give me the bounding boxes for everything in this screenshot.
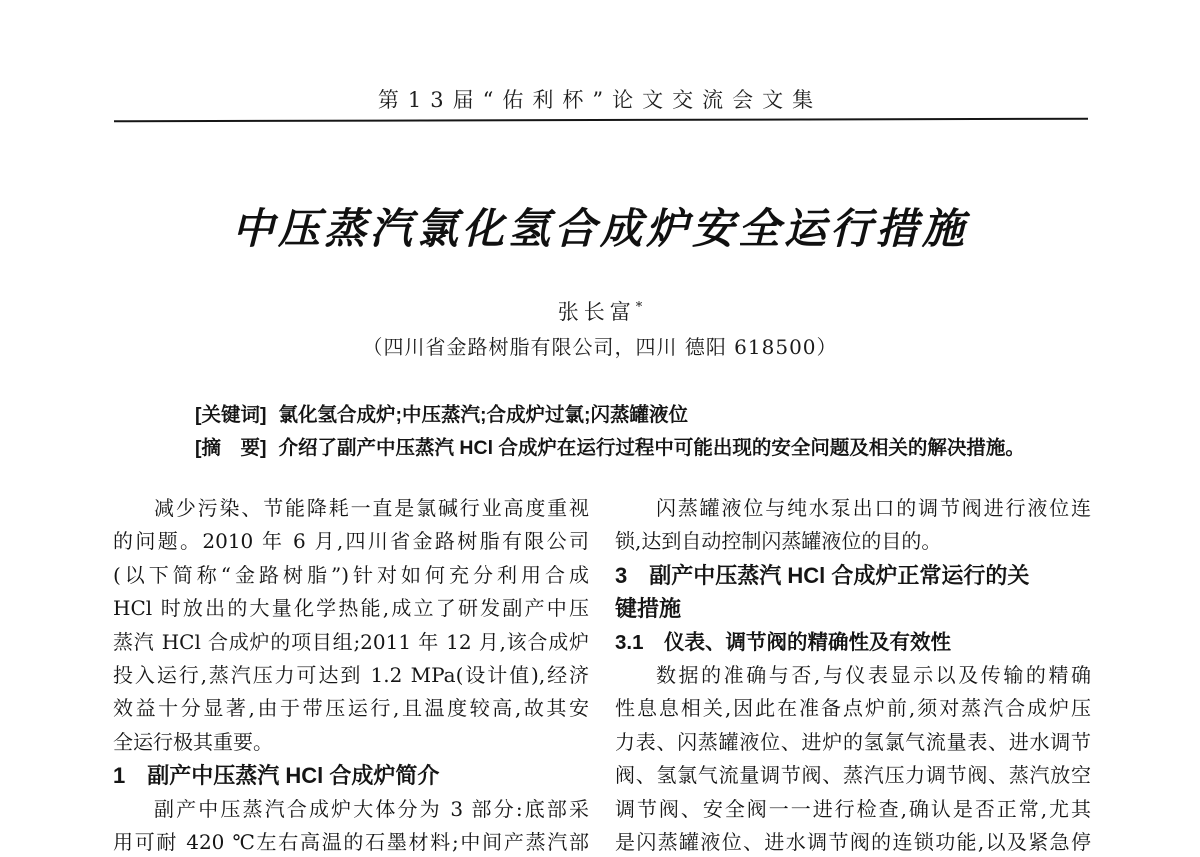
header-rule <box>114 118 1088 123</box>
text-line: 力表、闪蒸罐液位、进炉的氢氯气流量表、进水调节 <box>615 729 1091 754</box>
keywords-text: 氯化氢合成炉;中压蒸汽;合成炉过氯;闪蒸罐液位 <box>278 404 688 426</box>
text-line: HCl 时放出的大量化学热能,成立了研发副产中压 <box>113 596 589 621</box>
text-line: 投入运行,蒸汽压力可达到 1.2 MPa(设计值),经济 <box>113 662 589 687</box>
text-line: 数据的准确与否,与仪表显示以及传输的精确 <box>656 662 1091 687</box>
text-line: 3 副产中压蒸汽 HCl 合成炉正常运行的关 <box>615 562 1030 588</box>
author-affiliation: （四川省金路树脂有限公司，四川 德阳 618500） <box>362 335 838 359</box>
article-body <box>113 492 1091 857</box>
body-column-left <box>113 492 589 857</box>
abstract-row <box>195 432 1025 465</box>
text-line: 3.1 仪表、调节阀的精确性及有效性 <box>615 630 951 654</box>
text-line: 的问题。2010 年 6 月,四川省金路树脂有限公司 <box>113 529 589 554</box>
journal-header: 第13届“佑利杯”论文交流会文集 <box>377 88 823 112</box>
text-line: 减少污染、节能降耗一直是氯碱行业高度重视 <box>154 496 589 520</box>
body-column-right <box>615 492 1091 857</box>
text-line: (以下简称“金路树脂”)针对如何充分利用合成 <box>113 562 589 587</box>
keywords-row <box>195 399 985 432</box>
text-line: 调节阀、安全阀一一进行检查,确认是否正常,尤其 <box>615 796 1091 821</box>
text-line: 锁,达到自动控制闪蒸罐液位的目的。 <box>615 529 942 554</box>
text-line: 闪蒸罐液位与纯水泵出口的调节阀进行液位连 <box>656 496 1091 520</box>
author-footnote-marker: * <box>635 300 643 315</box>
abstract-label: [摘 要] <box>195 437 267 459</box>
meta-block <box>195 399 1025 465</box>
text-line: 全运行极其重要。 <box>113 729 273 754</box>
author-name: 张长富 <box>557 300 636 324</box>
text-line: 键措施 <box>615 596 682 622</box>
text-line: 性息息相关,因此在准备点炉前,须对蒸汽合成炉压 <box>615 696 1091 721</box>
article-title: 中压蒸汽氯化氢合成炉安全运行措施 <box>231 204 968 253</box>
keywords-label: [关键词] <box>195 404 267 426</box>
text-line: 用可耐 420 ℃左右高温的石墨材料;中间产蒸汽部 <box>113 829 589 854</box>
text-line: 蒸汽 HCl 合成炉的项目组;2011 年 12 月,该合成炉 <box>113 629 589 654</box>
text-line: 阀、氢氯气流量调节阀、蒸汽压力调节阀、蒸汽放空 <box>615 763 1091 788</box>
byline <box>0 296 1200 326</box>
abstract-text: 介绍了副产中压蒸汽 HCl 合成炉在运行过程中可能出现的安全问题及相关的解决措施。 <box>278 437 1025 459</box>
text-line: 1 副产中压蒸汽 HCl 合成炉简介 <box>113 763 440 789</box>
text-line: 效益十分显著,由于带压运行,且温度较高,故其安 <box>113 696 589 721</box>
text-line: 是闪蒸罐液位、进水调节阀的连锁功能,以及紧急停 <box>615 829 1091 854</box>
text-line: 副产中压蒸汽合成炉大体分为 3 部分:底部采 <box>154 796 589 821</box>
